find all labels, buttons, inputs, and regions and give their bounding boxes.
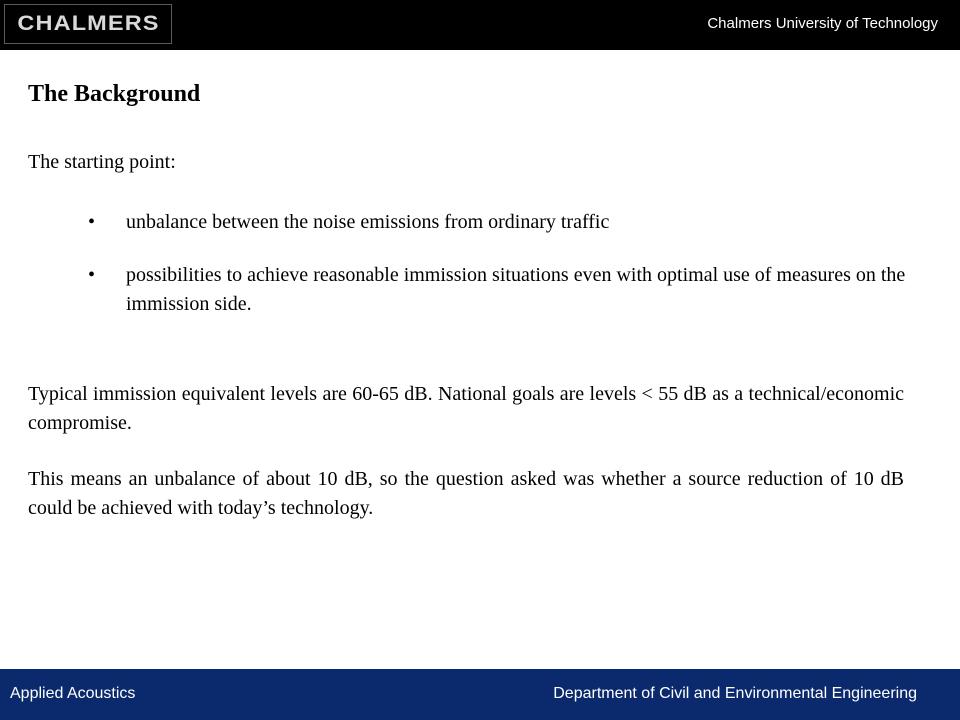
bullet-list — [88, 208, 906, 343]
bullet-text: unbalance between the noise emissions from ordinary traffic — [126, 211, 610, 233]
slide-title: The Background — [28, 81, 201, 107]
university-name: Chalmers University of Technology — [707, 15, 938, 32]
bullet-item — [88, 261, 906, 319]
footer-course: Applied Acoustics — [10, 685, 136, 702]
bullet-icon: • — [88, 211, 96, 233]
intro-text: The starting point: — [28, 151, 176, 173]
paragraph-levels: Typical immission equivalent levels are 60-65 dB. National goals are levels < 55 dB as a technical/economic compromise. — [28, 383, 904, 434]
footer-department: Department of Civil and Environmental Engineering — [553, 685, 917, 702]
chalmers-logo — [4, 4, 172, 44]
logo-text: CHALMERS — [16, 12, 160, 35]
bullet-icon: • — [88, 264, 96, 286]
header-bar — [0, 0, 960, 50]
bullet-item — [88, 208, 906, 237]
bullet-text: possibilities to achieve reasonable immission situations even with optimal use of measures on the immission side. — [126, 264, 906, 315]
paragraph-unbalance: This means an unbalance of about 10 dB, so the question asked was whether a source reduction of 10 dB could be achieved with today’s technology. — [28, 468, 904, 519]
footer-bar — [0, 669, 960, 720]
